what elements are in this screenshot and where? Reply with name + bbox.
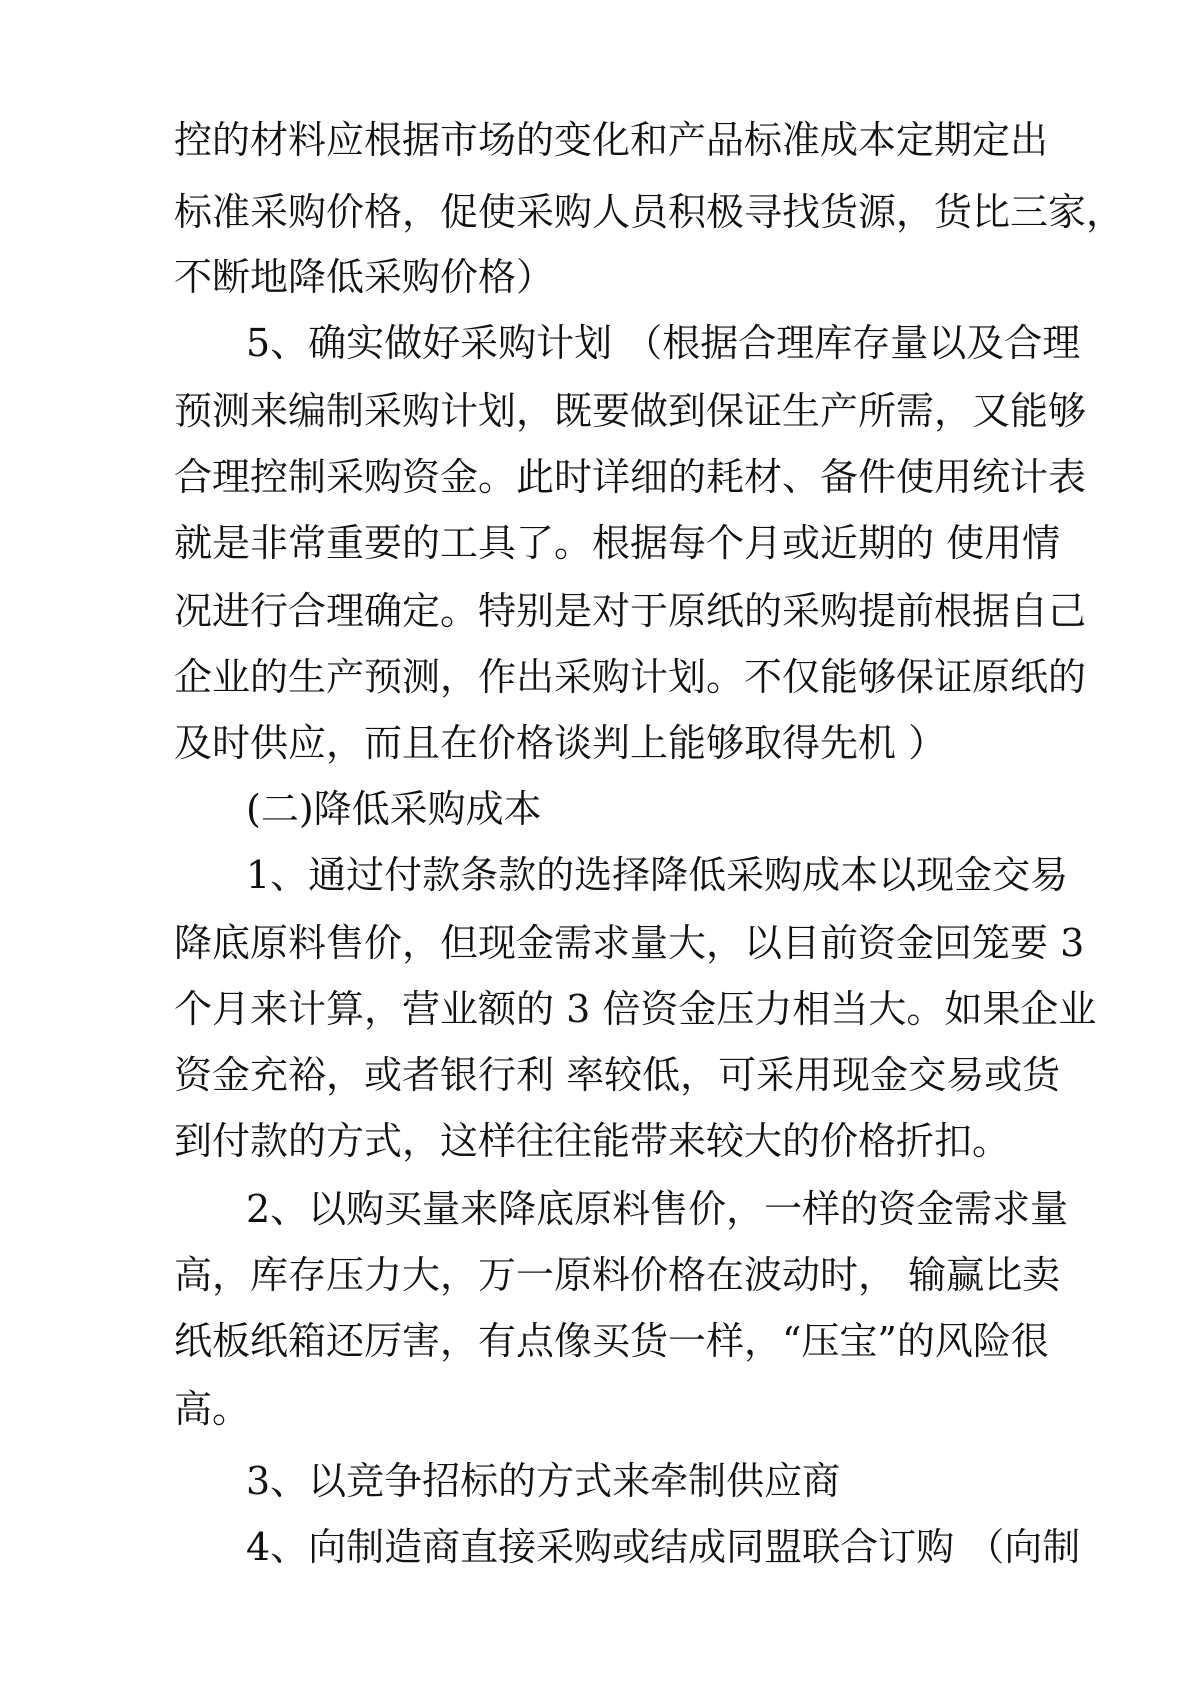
text-line: 控的材料应根据市场的变化和产品标准成本定期定出 — [174, 118, 1049, 162]
text-line: 标准采购价格，促使采购人员积极寻找货源，货比三家， — [174, 190, 1125, 234]
text-line: 不断地降低采购价格） — [174, 255, 555, 299]
text-line: 3、以竞争招标的方式来牵制供应商 — [246, 1459, 841, 1503]
text-line: 5、确实做好采购计划 （根据合理库存量以及合理 — [246, 321, 1081, 365]
text-line: 就是非常重要的工具了。根据每个月或近期的 使用情 — [174, 521, 1061, 565]
text-line: 到付款的方式，这样往往能带来较大的价格折扣。 — [174, 1119, 1011, 1163]
text-line: 个月来计算，营业额的 3 倍资金压力相当大。如果企业 — [174, 987, 1097, 1031]
text-line: 4、向制造商直接采购或结成同盟联合订购 （向制 — [246, 1525, 1081, 1569]
text-line: 合理控制采购资金。此时详细的耗材、备件使用统计表 — [174, 455, 1087, 499]
text-line: 企业的生产预测，作出采购计划。不仅能够保证原纸的 — [174, 655, 1087, 699]
text-line: 及时供应，而且在价格谈判上能够取得先机 ） — [174, 721, 947, 765]
text-line: 降底原料售价，但现金需求量大，以目前资金回笼要 3 — [174, 921, 1085, 965]
text-line: 况进行合理确定。特别是对于原纸的采购提前根据自己 — [174, 589, 1087, 633]
text-line: 高，库存压力大，万一原料价格在波动时， 输赢比卖 — [174, 1253, 1061, 1297]
text-line: 1、通过付款条款的选择降低采购成本以现金交易 — [246, 853, 1069, 897]
section-heading: (二)降低采购成本 — [246, 787, 542, 831]
text-line: 资金充裕，或者银行利 率较低，可采用现金交易或货 — [174, 1053, 1061, 1097]
text-line: 高。 — [174, 1387, 251, 1431]
text-line: 预测来编制采购计划，既要做到保证生产所需，又能够 — [174, 389, 1087, 433]
text-line: 2、以购买量来降底原料售价，一样的资金需求量 — [246, 1187, 1069, 1231]
text-line: 纸板纸箱还厉害，有点像买货一样，“压宝”的风险很 — [174, 1319, 1049, 1363]
